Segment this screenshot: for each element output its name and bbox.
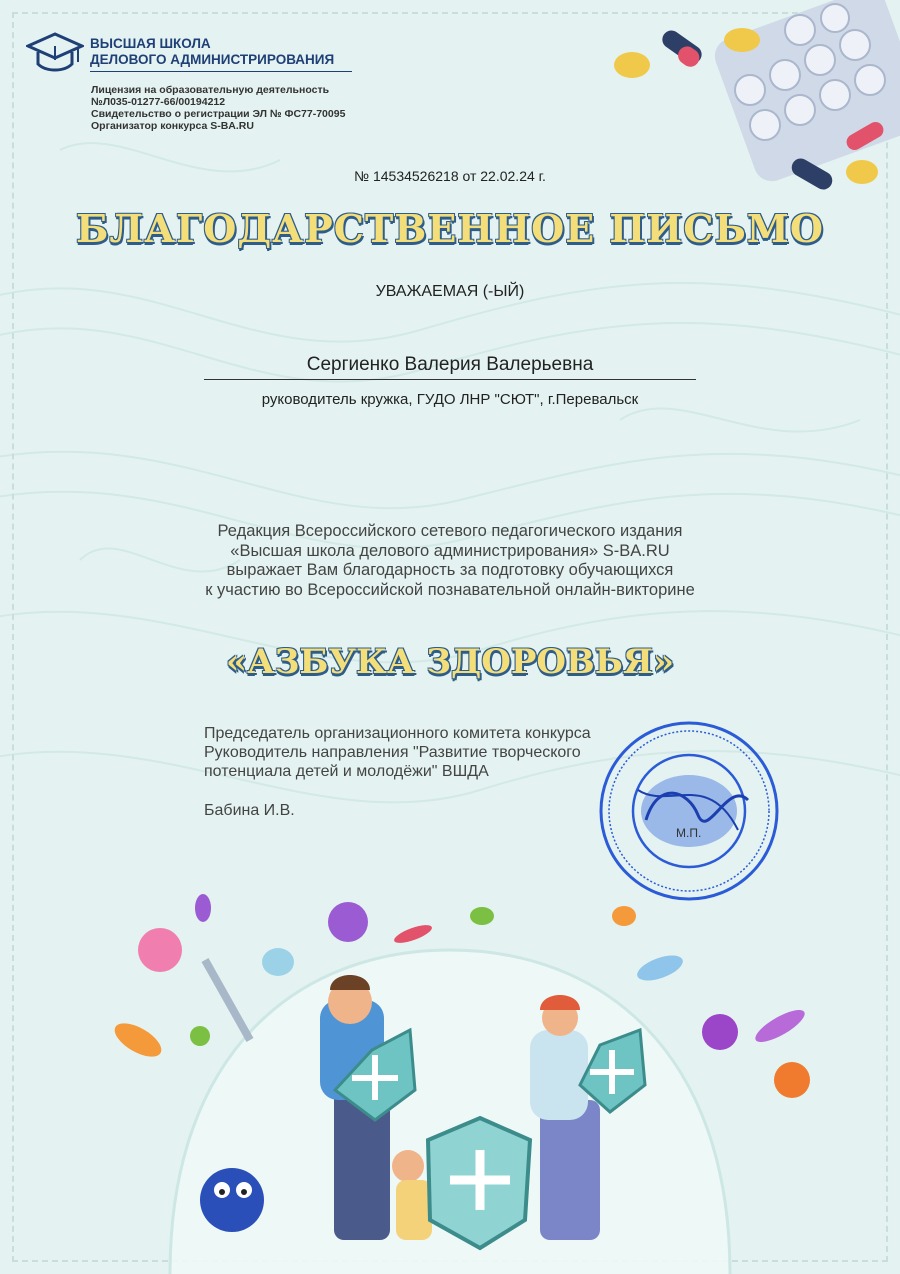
document-number: № 14534526218 от 22.02.24 г. — [354, 168, 546, 184]
recipient-name: Сергиенко Валерия Валерьевна — [204, 354, 696, 380]
graduation-cap-icon — [26, 30, 84, 76]
org-name: ВЫСШАЯ ШКОЛА ДЕЛОВОГО АДМИНИСТРИРОВАНИЯ — [90, 36, 352, 72]
health-illustration — [0, 850, 900, 1274]
committee-chair: Председатель организационного комитета конкурса Руководитель направления "Развитие творческого потенциала детей и молодёжи" ВШДА — [204, 725, 591, 780]
license-info: Лицензия на образовательную деятельность №Л035-01277-66/00194212 Свидетельство о регистрации ЭЛ № ФС77-70095 Организатор конкурса S-BA.RU — [91, 84, 346, 132]
document-title: БЛАГОДАРСТВЕННОЕ ПИСЬМО — [76, 206, 824, 251]
event-name: «АЗБУКА ЗДОРОВЬЯ» — [225, 642, 675, 682]
greeting: УВАЖАЕМАЯ (-ЫЙ) — [375, 283, 525, 300]
org-logo — [26, 30, 352, 76]
signer-name: Бабина И.В. — [204, 802, 295, 819]
recipient-position: руководитель кружка, ГУДО ЛНР "СЮТ", г.Перевальск — [261, 391, 639, 408]
gratitude-text: Редакция Всероссийского сетевого педагогического издания «Высшая школа делового администрирования» S-BA.RU выражает Вам благодарность за подготовку обучающихся к участию во Всероссийской познавательной онлайн-викторине — [205, 522, 695, 599]
stamp-label: М.П. — [676, 826, 702, 840]
